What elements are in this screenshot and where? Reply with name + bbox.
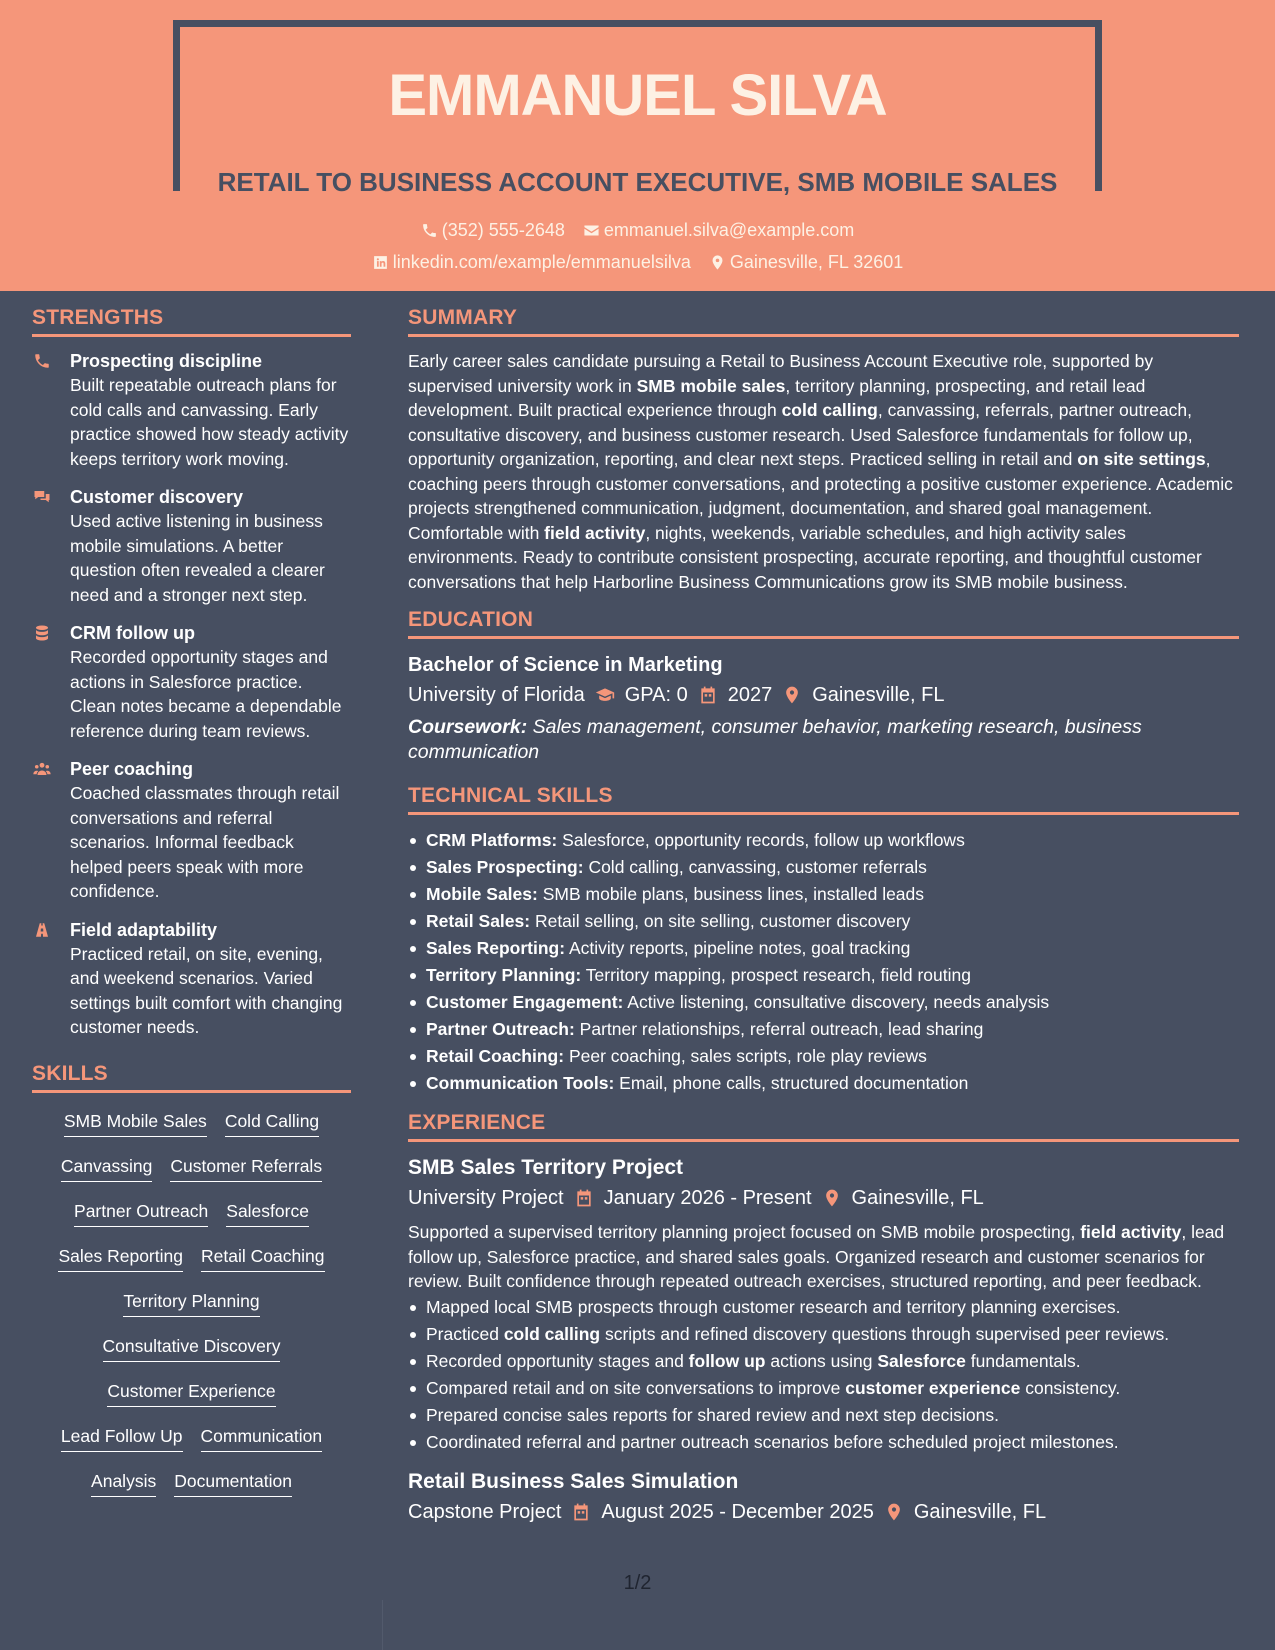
experience-meta <box>408 1496 1239 1528</box>
map-pin-icon <box>822 1188 842 1208</box>
strength-description: Recorded opportunity stages and actions in Salesforce practice. Clean notes became a dependable reference during team reviews. <box>70 647 342 741</box>
strengths-list <box>32 349 351 1040</box>
skill-tag: Cold Calling <box>225 1111 319 1137</box>
strength-body <box>70 757 351 904</box>
text-run: , nights, weekends, variable schedules, and high activity sales environments. Ready to contribute consistent prospecting, accurate reporting, and thoughtful customer conversations that help Harborline Business Communications grow its SMB mobile business. <box>408 522 1202 592</box>
coursework-text: Sales management, consumer behavior, marketing research, business communication <box>408 716 1142 763</box>
experience-location: Gainesville, FL <box>913 1500 1047 1523</box>
education-heading: EDUCATION <box>408 608 1239 639</box>
calendar-icon <box>574 1188 594 1208</box>
experience-item <box>408 1154 1239 1456</box>
education-school: University of Florida <box>408 684 585 706</box>
contact-phone[interactable] <box>421 220 565 241</box>
strength-title: Customer discovery <box>70 487 244 507</box>
database-icon <box>32 624 52 642</box>
page-number: 1/2 <box>623 1572 652 1594</box>
experience-description <box>408 1220 1239 1294</box>
technical-skill-item <box>408 908 1239 935</box>
text-run: Compared retail and on site conversations to improve <box>426 1377 846 1398</box>
text-run: Supported a supervised territory planning project focused on SMB mobile prospecting, <box>408 1222 1081 1242</box>
contact-row-1 <box>0 220 1275 241</box>
text-run: actions using <box>765 1350 878 1371</box>
bold-text: customer experience <box>845 1377 1021 1398</box>
technical-skill-value: Cold calling, canvassing, customer referrals <box>588 857 927 877</box>
technical-skill-item <box>408 881 1239 908</box>
technical-skill-label: Partner Outreach: <box>426 1019 575 1039</box>
left-column <box>32 306 351 1510</box>
skill-row <box>32 1420 351 1465</box>
bold-text: cold calling <box>781 400 878 420</box>
technical-skill-item <box>408 935 1239 962</box>
strength-icon-wrap <box>32 918 56 1040</box>
text-run: Prepared concise sales reports for shared review and next step decisions. <box>426 1404 999 1425</box>
experience-bullet <box>408 1294 1239 1321</box>
comments-icon <box>32 488 52 506</box>
bold-text: on site settings <box>1077 449 1206 469</box>
experience-meta <box>408 1182 1239 1214</box>
skill-tag: Customer Experience <box>107 1381 275 1407</box>
skill-tag: Documentation <box>174 1471 292 1497</box>
experience-dates: August 2025 - December 2025 <box>601 1500 874 1523</box>
contact-row-2 <box>0 252 1275 273</box>
experience-bullet <box>408 1321 1239 1348</box>
skill-tag: Canvassing <box>61 1156 152 1182</box>
text-run: consistency. <box>1020 1377 1121 1398</box>
experience-bullet <box>408 1348 1239 1375</box>
contact-location <box>709 252 903 273</box>
strength-title: Field adaptability <box>70 919 218 940</box>
candidate-name: EMMANUEL SILVA <box>388 63 887 128</box>
technical-skill-label: Communication Tools: <box>426 1073 615 1093</box>
technical-skill-label: Mobile Sales: <box>426 884 538 904</box>
map-pin-icon <box>782 685 802 705</box>
text-run: Practiced <box>426 1323 504 1344</box>
strength-body <box>70 918 351 1040</box>
experience-title: SMB Sales Territory Project <box>408 1156 684 1179</box>
strength-description: Practiced retail, on site, evening, and weekend scenarios. Varied settings built comfort with changing customer needs. <box>70 943 343 1037</box>
strength-title: CRM follow up <box>70 623 195 643</box>
skills-tags <box>32 1105 351 1510</box>
phone-icon <box>421 222 438 239</box>
technical-skills-list <box>408 827 1239 1097</box>
text-run: Recorded opportunity stages and <box>426 1350 689 1371</box>
bold-text: field activity <box>1080 1222 1182 1242</box>
skill-row <box>32 1105 351 1150</box>
technical-skill-item <box>408 854 1239 881</box>
experience-item <box>408 1468 1239 1528</box>
skills-heading: SKILLS <box>32 1062 351 1093</box>
right-column <box>408 306 1239 1528</box>
text-run: , canvassing, referrals, partner outreach, consultative discovery, and business customer research. Used Salesforce fundamentals for follow up, opportunity organization, reporting, and clear next steps. Practiced selling in retail and <box>408 400 1193 469</box>
technical-skill-value: Active listening, consultative discovery, needs analysis <box>627 992 1050 1012</box>
experience-org: University Project <box>408 1187 564 1209</box>
skill-row <box>32 1465 351 1510</box>
bold-text: Salesforce <box>877 1350 966 1371</box>
strengths-heading: STRENGTHS <box>32 306 351 337</box>
calendar-icon <box>571 1502 591 1522</box>
strength-title: Peer coaching <box>70 759 194 779</box>
strength-body <box>70 485 351 607</box>
linkedin-icon <box>372 254 389 271</box>
technical-skill-value: Salesforce, opportunity records, follow up workflows <box>562 830 965 850</box>
text-run: scripts and refined discovery questions through supervised peer reviews. <box>600 1323 1170 1344</box>
education-gpa: GPA: 0 <box>624 684 688 706</box>
location-text: Gainesville, FL 32601 <box>729 252 904 272</box>
strength-icon-wrap <box>32 621 56 743</box>
technical-skill-label: Sales Reporting: <box>426 938 566 958</box>
technical-skill-label: Customer Engagement: <box>426 992 624 1012</box>
education-location: Gainesville, FL <box>812 684 945 706</box>
experience-location: Gainesville, FL <box>851 1187 984 1209</box>
strength-body <box>70 349 351 471</box>
skill-row <box>32 1150 351 1195</box>
strength-title: Prospecting discipline <box>70 351 263 371</box>
phone-text: (352) 555-2648 <box>441 220 565 240</box>
coursework-label: Coursework: <box>408 716 528 738</box>
technical-skill-item <box>408 962 1239 989</box>
contact-linkedin[interactable] <box>372 252 691 273</box>
technical-skills-heading: TECHNICAL SKILLS <box>408 784 1239 815</box>
experience-list <box>408 1154 1239 1528</box>
skill-tag: Retail Coaching <box>201 1246 325 1272</box>
experience-heading: EXPERIENCE <box>408 1111 1239 1142</box>
graduation-cap-icon <box>595 685 615 705</box>
strength-item <box>32 757 351 904</box>
experience-bullet <box>408 1402 1239 1429</box>
strength-description: Used active listening in business mobile simulations. A better question often revealed a clearer need and a stronger next step. <box>70 511 325 605</box>
bold-text: cold calling <box>503 1323 601 1344</box>
text-run: Early career sales candidate pursuing a Retail to Business Account Executive role, supported by supervised university work in <box>408 351 1154 396</box>
experience-bullet <box>408 1375 1239 1402</box>
technical-skill-value: Peer coaching, sales scripts, role play reviews <box>568 1046 927 1066</box>
resume-header <box>0 0 1275 291</box>
skill-row <box>32 1375 351 1420</box>
text-run: , territory planning, prospecting, and retail lead development. Built practical experience through <box>408 375 1146 420</box>
technical-skill-value: Activity reports, pipeline notes, goal tracking <box>568 938 911 958</box>
summary-text <box>408 349 1239 594</box>
technical-skill-label: Retail Coaching: <box>426 1046 565 1066</box>
technical-skill-label: CRM Platforms: <box>426 830 558 850</box>
road-icon <box>32 921 52 939</box>
technical-skill-item <box>408 1070 1239 1097</box>
experience-bullet <box>408 1429 1239 1456</box>
technical-skill-label: Sales Prospecting: <box>426 857 584 877</box>
calendar-icon <box>698 685 718 705</box>
bold-text: follow up <box>688 1350 766 1371</box>
technical-skill-item <box>408 827 1239 854</box>
technical-skill-label: Territory Planning: <box>426 965 582 985</box>
header-frame-top <box>173 20 1102 27</box>
phone-icon <box>32 352 52 370</box>
bold-text: SMB mobile sales <box>636 375 786 396</box>
strength-item <box>32 485 351 607</box>
technical-skill-item <box>408 1016 1239 1043</box>
experience-title: Retail Business Sales Simulation <box>408 1469 739 1493</box>
strength-item <box>32 621 351 743</box>
text-run: Mapped local SMB prospects through customer research and territory planning exercises. <box>426 1296 1121 1317</box>
education-year: 2027 <box>727 684 773 706</box>
education-meta <box>408 679 1239 711</box>
skill-tag: Partner Outreach <box>74 1201 208 1227</box>
email-text: emmanuel.silva@example.com <box>603 220 855 240</box>
map-pin-icon <box>884 1502 904 1522</box>
skill-tag: Territory Planning <box>123 1291 259 1317</box>
skill-row <box>32 1195 351 1240</box>
skill-tag: Consultative Discovery <box>103 1336 281 1362</box>
technical-skill-value: Retail selling, on site selling, customer discovery <box>534 911 911 931</box>
skill-tag: Analysis <box>91 1471 156 1497</box>
column-divider <box>382 1600 383 1650</box>
experience-org: Capstone Project <box>408 1500 562 1523</box>
text-run: , coaching peers through customer conversations, and protecting a positive customer experience. Academic projects strengthened communication, judgment, documentation, and shared goal management. Comfortable with <box>408 449 1233 543</box>
target-job-title: RETAIL TO BUSINESS ACCOUNT EXECUTIVE, SMB MOBILE SALES <box>217 167 1058 197</box>
strength-item <box>32 349 351 471</box>
strength-icon-wrap <box>32 485 56 607</box>
strength-item <box>32 918 351 1040</box>
bold-text: field activity <box>544 522 646 543</box>
strength-description: Built repeatable outreach plans for cold calls and canvassing. Early practice showed how steady activity keeps territory work moving. <box>70 375 349 469</box>
linkedin-text: linkedin.com/example/emmanuelsilva <box>392 252 691 272</box>
technical-skill-item <box>408 989 1239 1016</box>
technical-skill-label: Retail Sales: <box>426 911 531 931</box>
education-coursework <box>408 715 1239 764</box>
skill-tag: SMB Mobile Sales <box>64 1111 207 1137</box>
skill-tag: Communication <box>201 1426 323 1452</box>
skill-row <box>32 1330 351 1375</box>
text-run: fundamentals. <box>965 1350 1081 1371</box>
skill-row <box>32 1285 351 1330</box>
experience-dates: January 2026 - Present <box>603 1187 812 1209</box>
skill-tag: Salesforce <box>226 1201 309 1227</box>
skill-tag: Lead Follow Up <box>61 1426 183 1452</box>
text-run: Coordinated referral and partner outreach scenarios before scheduled project milestones. <box>426 1431 1119 1452</box>
education-degree: Bachelor of Science in Marketing <box>408 654 723 676</box>
strength-description: Coached classmates through retail conversations and referral scenarios. Informal feedback helped peers speak with more confidence. <box>70 783 340 901</box>
skill-row <box>32 1240 351 1285</box>
text-run: , lead follow up, Salesforce practice, and shared sales goals. Organized research and customer scenarios for review. Built confidence through repeated outreach exercises, structured reporting, and peer feedback. <box>408 1222 1225 1291</box>
technical-skill-value: Partner relationships, referral outreach, lead sharing <box>579 1019 984 1039</box>
technical-skill-value: Email, phone calls, structured documentation <box>619 1073 969 1093</box>
users-icon <box>32 760 52 778</box>
experience-bullets <box>408 1294 1239 1456</box>
envelope-icon <box>583 222 600 239</box>
skill-tag: Customer Referrals <box>170 1156 322 1182</box>
contact-email[interactable] <box>583 220 854 241</box>
technical-skill-item <box>408 1043 1239 1070</box>
strength-icon-wrap <box>32 349 56 471</box>
summary-heading: SUMMARY <box>408 306 1239 337</box>
strength-body <box>70 621 351 743</box>
map-pin-icon <box>709 254 726 271</box>
technical-skill-value: Territory mapping, prospect research, field routing <box>585 965 971 985</box>
strength-icon-wrap <box>32 757 56 904</box>
skill-tag: Sales Reporting <box>58 1246 183 1272</box>
technical-skill-value: SMB mobile plans, business lines, installed leads <box>542 884 925 904</box>
